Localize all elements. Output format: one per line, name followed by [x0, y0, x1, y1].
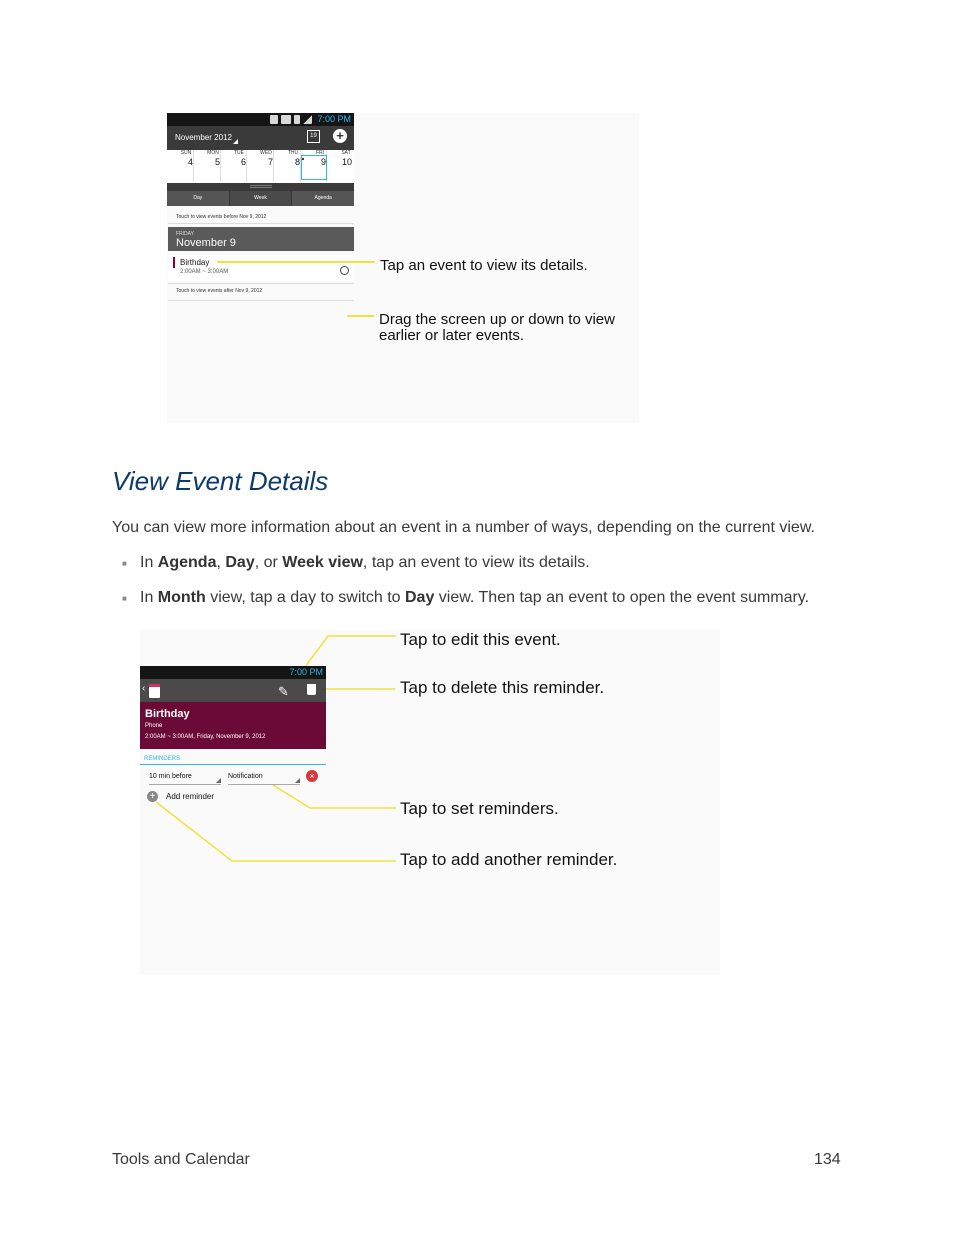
alarm-icon: [340, 266, 349, 275]
callout-edit: Tap to edit this event.: [400, 630, 561, 649]
text: , tap an event to view its details.: [362, 554, 590, 571]
bullet-icon: ■: [122, 594, 127, 603]
weekday-label: FRI: [315, 150, 325, 156]
event-dot: [302, 158, 304, 160]
bold-term: Month: [157, 589, 206, 606]
day-date: November 9: [176, 237, 236, 249]
callout-add: Tap to add another reminder.: [400, 850, 618, 869]
tab-week[interactable]: Week: [229, 191, 293, 206]
date-number: 10: [341, 157, 352, 167]
status-bar: [140, 666, 326, 679]
drag-handle[interactable]: [167, 183, 354, 191]
action-bar: [140, 679, 326, 702]
calendar-app-icon[interactable]: [149, 684, 160, 698]
day-of-week: FRIDAY: [176, 231, 194, 237]
divider: [140, 764, 326, 765]
intro-paragraph: You can view more information about an event in a number of ways, depending on the current view.: [112, 519, 815, 536]
section-heading: View Event Details: [112, 466, 329, 496]
today-calendar-icon[interactable]: 19: [307, 130, 320, 143]
bold-term: Week view: [282, 554, 363, 571]
text: , or: [254, 554, 283, 571]
callout-drag-line1: Drag the screen up or down to view: [379, 311, 615, 328]
calendar-name: Phone: [145, 723, 163, 729]
date-number: 6: [240, 157, 246, 167]
date-number: 9: [320, 157, 326, 167]
bold-term: Agenda: [157, 554, 217, 571]
callout-drag-line2: earlier or later events.: [379, 327, 525, 344]
callout-delete: Tap to delete this reminder.: [400, 678, 605, 697]
footer-section: Tools and Calendar: [112, 1151, 250, 1168]
week-strip: [167, 150, 354, 183]
reminder-type-select[interactable]: [228, 770, 300, 785]
event-datetime: 2:00AM ~ 3:00AM, Friday, November 9, 2012: [145, 734, 266, 740]
dropdown-corner-icon: [216, 778, 221, 783]
date-number: 5: [214, 157, 220, 167]
text: In: [140, 589, 158, 606]
weekday-label: SAT: [341, 150, 351, 156]
text: ,: [216, 554, 226, 571]
nfc-icon: [281, 115, 291, 124]
dropdown-corner-icon: [295, 778, 300, 783]
divider: [168, 223, 354, 224]
status-time: 7:00 PM: [289, 667, 323, 677]
grip-icon: [250, 185, 272, 186]
event-details-screenshot: [140, 630, 720, 975]
date-number: 4: [187, 157, 193, 167]
weekday-label: THU: [287, 150, 299, 156]
reminder-type-value: Notification: [228, 773, 263, 780]
month-label[interactable]: November 2012: [175, 133, 232, 142]
touch-before-link[interactable]: Touch to view events before Nov 9, 2012: [176, 214, 267, 220]
bold-term: Day: [225, 554, 255, 571]
back-icon[interactable]: ‹: [142, 683, 146, 694]
add-reminder-icon[interactable]: +: [147, 791, 158, 802]
event-time: 2:00AM ~ 3:00AM: [180, 269, 229, 275]
bullet-item: [140, 589, 809, 607]
weekday-label: TUE: [234, 150, 244, 156]
day-header: [168, 227, 354, 251]
status-time: 7:00 PM: [317, 114, 351, 124]
bluetooth-icon: [270, 115, 278, 124]
agenda-view-screenshot: [167, 113, 639, 423]
tab-day[interactable]: Day: [193, 195, 203, 201]
event-header: [140, 702, 326, 749]
event-item[interactable]: [168, 255, 354, 281]
trash-icon[interactable]: [307, 684, 316, 695]
date-number: 7: [267, 157, 273, 167]
text: view, tap a day to switch to: [205, 589, 405, 606]
selected-day-highlight: [301, 155, 327, 180]
text: In: [140, 554, 158, 571]
weekday-label: SUN: [180, 150, 192, 156]
text: view. Then tap an event to open the event summary.: [434, 589, 810, 606]
date-number: 8: [294, 157, 300, 167]
divider: [168, 300, 354, 301]
page-number: 134: [814, 1151, 841, 1168]
remove-reminder-icon[interactable]: ×: [306, 770, 318, 782]
dropdown-icon: [233, 139, 238, 144]
tab-agenda[interactable]: Agenda: [314, 195, 332, 201]
bullet-item: [140, 554, 590, 572]
add-reminder-label[interactable]: Add reminder: [166, 792, 215, 801]
reminders-label: REMINDERS: [144, 756, 181, 762]
callout-line: [217, 261, 375, 263]
event-name: Birthday: [180, 258, 210, 267]
touch-after-link[interactable]: Touch to view events after Nov 9, 2012: [176, 288, 263, 294]
status-bar: [167, 113, 354, 126]
view-tabs: [167, 191, 354, 206]
event-color-bar: [173, 257, 175, 268]
callout-tap-event: Tap an event to view its details.: [380, 257, 588, 274]
add-event-icon[interactable]: +: [333, 129, 347, 143]
lte-icon: [294, 115, 300, 124]
weekday-label: WED: [260, 150, 272, 156]
callout-set: Tap to set reminders.: [400, 799, 559, 818]
reminder-time-value: 10 min before: [149, 773, 192, 780]
bullet-icon: ■: [122, 559, 127, 568]
divider: [168, 283, 354, 284]
event-title: Birthday: [145, 708, 190, 720]
signal-icon: [303, 115, 312, 124]
bold-term: Day: [405, 589, 435, 606]
weekday-label: MON: [207, 150, 219, 156]
callout-line: [347, 315, 374, 317]
reminder-time-select[interactable]: [149, 770, 221, 785]
edit-pencil-icon[interactable]: ✎: [278, 684, 289, 699]
